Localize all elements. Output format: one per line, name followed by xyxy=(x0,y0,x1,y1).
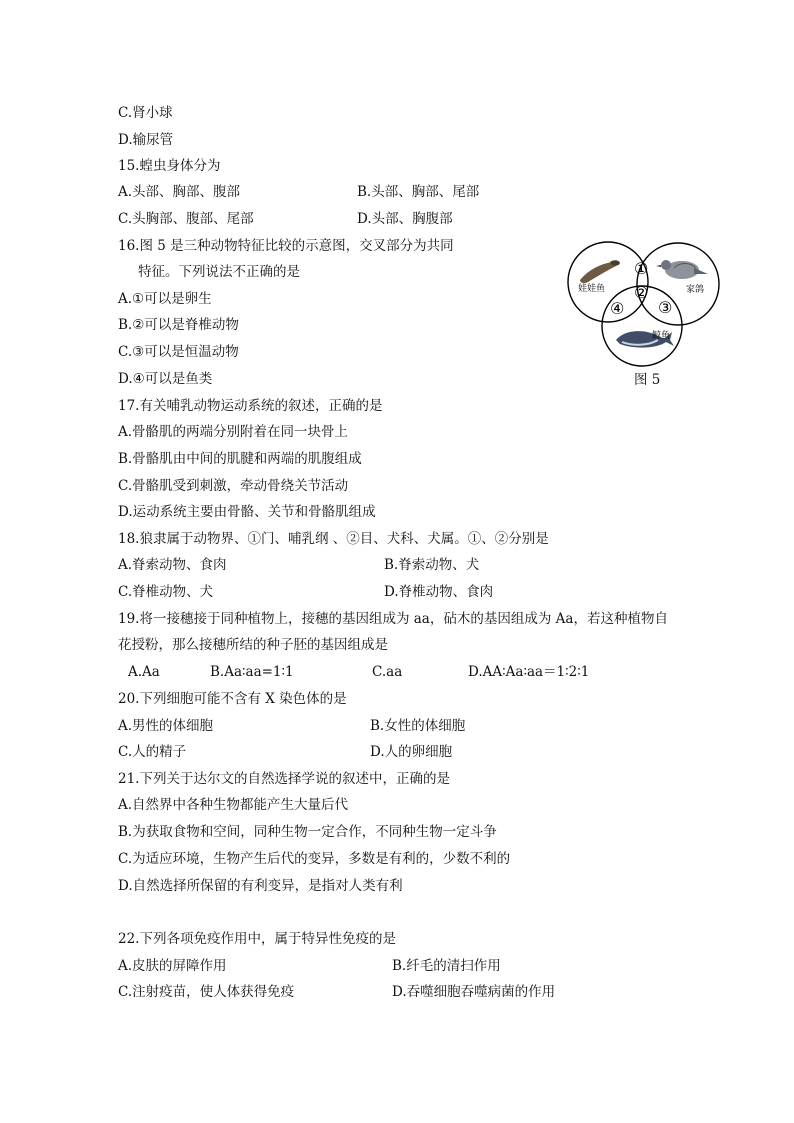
question-18-stem: 18.狼隶属于动物界、①门、哺乳纲 、②目、犬科、犬属。①、②分别是 xyxy=(118,531,549,547)
question-16-stem-line1: 16.图 5 是三种动物特征比较的示意图，交叉部分为共同 xyxy=(118,238,454,254)
salamander-image xyxy=(580,260,620,283)
q21-option-a: A.自然界中各种生物都能产生大量后代 xyxy=(118,797,349,813)
q15-option-d: D.头部、胸腹部 xyxy=(357,211,453,227)
q17-option-b: B.骨骼肌由中间的肌腱和两端的肌腹组成 xyxy=(118,451,362,467)
region-marker-4: ④ xyxy=(610,299,625,318)
q19-option-b: B.Aa∶aa=1∶1 xyxy=(210,664,294,680)
q18-option-b: B.脊索动物、犬 xyxy=(384,557,480,573)
venn-circle-salamander xyxy=(568,242,648,322)
option-d-prev: D.输尿管 xyxy=(118,132,174,148)
q19-option-a: A.Aa xyxy=(128,664,160,680)
q20-option-a: A.男性的体细胞 xyxy=(118,718,214,734)
q17-option-c: C.骨骼肌受到刺激，牵动骨绕关节活动 xyxy=(118,478,349,494)
q19-option-c: C.aa xyxy=(372,664,403,680)
q22-option-b: B.纤毛的清扫作用 xyxy=(392,958,501,974)
question-20-stem: 20.下列细胞可能不含有 X 染色体的是 xyxy=(118,691,347,707)
q20-option-c: C.人的精子 xyxy=(118,744,187,760)
region-marker-3: ③ xyxy=(658,298,673,317)
question-19-stem-line1: 19.将一接穗接于同种植物上，接穗的基因组成为 aa，砧木的基因组成为 Aa，若这种植物自 xyxy=(118,611,668,627)
q20-option-b: B.女性的体细胞 xyxy=(370,718,466,734)
q21-option-d: D.自然选择所保留的有利变异，是指对人类有利 xyxy=(118,878,403,894)
q22-option-c: C.注射疫苗，使人体获得免疫 xyxy=(118,984,295,1000)
q15-option-c: C.头胸部、腹部、尾部 xyxy=(118,211,254,227)
label-pigeon: 家鸽 xyxy=(686,285,705,295)
figure-caption: 图 5 xyxy=(634,372,661,388)
label-salamander: 娃娃鱼 xyxy=(578,284,606,294)
question-16-stem-line2: 特征。下列说法不正确的是 xyxy=(138,264,300,280)
q18-option-d: D.脊椎动物、食肉 xyxy=(384,584,494,600)
question-22-stem: 22.下列各项免疫作用中，属于特异性免疫的是 xyxy=(118,931,396,947)
q22-option-a: A.皮肤的屏障作用 xyxy=(118,958,227,974)
q16-option-a: A.①可以是卵生 xyxy=(118,291,212,307)
region-marker-1: ① xyxy=(634,259,649,278)
question-21-stem: 21.下列关于达尔文的自然选择学说的叙述中，正确的是 xyxy=(118,771,450,787)
question-19-stem-line2: 花授粉，那么接穗所结的种子胚的基因组成是 xyxy=(118,637,388,653)
q16-option-d: D.④可以是鱼类 xyxy=(118,371,213,387)
question-17-stem: 17.有关哺乳动物运动系统的叙述，正确的是 xyxy=(118,398,383,414)
question-15-stem: 15.蝗虫身体分为 xyxy=(118,158,221,174)
q17-option-d: D.运动系统主要由骨骼、关节和骨骼肌组成 xyxy=(118,504,376,520)
pigeon-image xyxy=(656,260,708,279)
q21-option-c: C.为适应环境，生物产生后代的变异，多数是有利的，少数不利的 xyxy=(118,851,511,867)
option-c-prev: C.肾小球 xyxy=(118,105,173,121)
label-whale: 鲸鱼 xyxy=(652,331,671,341)
q16-option-b: B.②可以是脊椎动物 xyxy=(118,317,239,333)
q18-option-a: A.脊索动物、食肉 xyxy=(118,557,227,573)
q21-option-b: B.为获取食物和空间，同种生物一定合作，不同种生物一定斗争 xyxy=(118,824,497,840)
q15-option-a: A.头部、胸部、腹部 xyxy=(118,184,241,200)
q15-option-b: B.头部、胸部、尾部 xyxy=(357,184,480,200)
q19-option-d: D.AA∶Aa∶aa＝1∶2∶1 xyxy=(468,664,590,680)
q16-option-c: C.③可以是恒温动物 xyxy=(118,344,239,360)
q22-option-d: D.吞噬细胞吞噬病菌的作用 xyxy=(392,984,556,1000)
venn-circle-pigeon xyxy=(637,243,719,325)
q17-option-a: A.骨骼肌的两端分别附着在同一块骨上 xyxy=(118,424,349,440)
q18-option-c: C.脊椎动物、犬 xyxy=(118,584,214,600)
q20-option-d: D.人的卵细胞 xyxy=(370,744,453,760)
region-marker-2: ② xyxy=(634,283,649,302)
venn-diagram xyxy=(566,240,728,368)
